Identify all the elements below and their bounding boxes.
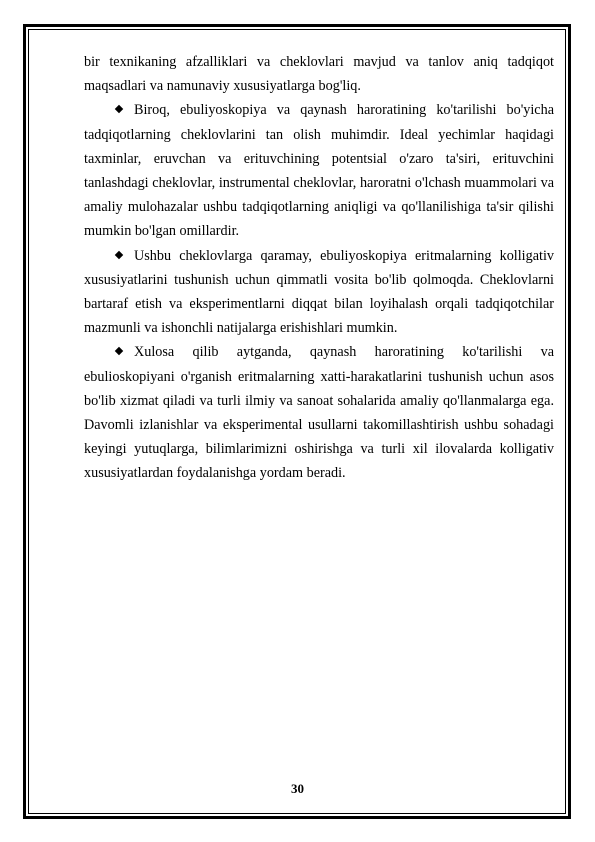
bullet-paragraph-text: Ushbu cheklovlarga qaramay, ebuliyoskopiya eritmalarning kolligativ xususiyatlarini tushunish uchun qimmatli vosita bo'lib qolmoqda. Cheklovlarni bartaraf etish va eksperimentlarni diqqat bilan loyihalash orqali tadqiqotchilar mazmunli va ishonchli natijalarga erishishlari mumkin. [84, 247, 554, 337]
bullet-paragraph-limitations [84, 98, 554, 243]
paragraph-continuation: bir texnikaning afzalliklari va cheklovlari mavjud va tanlov aniq tadqiqot maqsadlari va namunaviy xususiyatlarga bog'liq. [84, 54, 554, 95]
bullet-paragraph-text: Biroq, ebuliyoskopiya va qaynash haroratining ko'tarilishi bo'yicha tadqiqotlarning cheklovlarini tan olish muhimdir. Ideal yechimlar haqidagi taxminlar, eruvchan va erituvchining potentsial o'zaro ta'siri, erituvchini tanlashdagi cheklovlar, instrumental cheklovlar, haroratni o'lchash muammolari va amaliy mulohazalar ushbu tadqiqotlarning aniqligi va qo'llanilishiga ta'sir qilishi mumkin bo'lgan omillardir. [84, 102, 554, 240]
bullet-paragraph-conclusion [84, 340, 554, 485]
page-number: 30 [291, 781, 304, 796]
document-body [84, 50, 554, 486]
bullet-paragraph-text: Xulosa qilib aytganda, qaynash haroratining ko'tarilishi va ebulioskopiyani o'rganish eritmalarning xatti-harakatlarini tushunish uchun asos bo'lib xizmat qiladi va turli ilmiy va sanoat sohalarida amaliy qo'llanmalarga ega. Davomli izlanishlar va eksperimental usullarni takomillashtirish ushbu sohadagi keyingi yutuqlarga, bilimlarimizni oshirishga va turli xil ilovalarda kolligativ xususiyatlardan foydalanishga yordam beradi. [84, 344, 554, 482]
bullet-paragraph-value [84, 244, 554, 341]
